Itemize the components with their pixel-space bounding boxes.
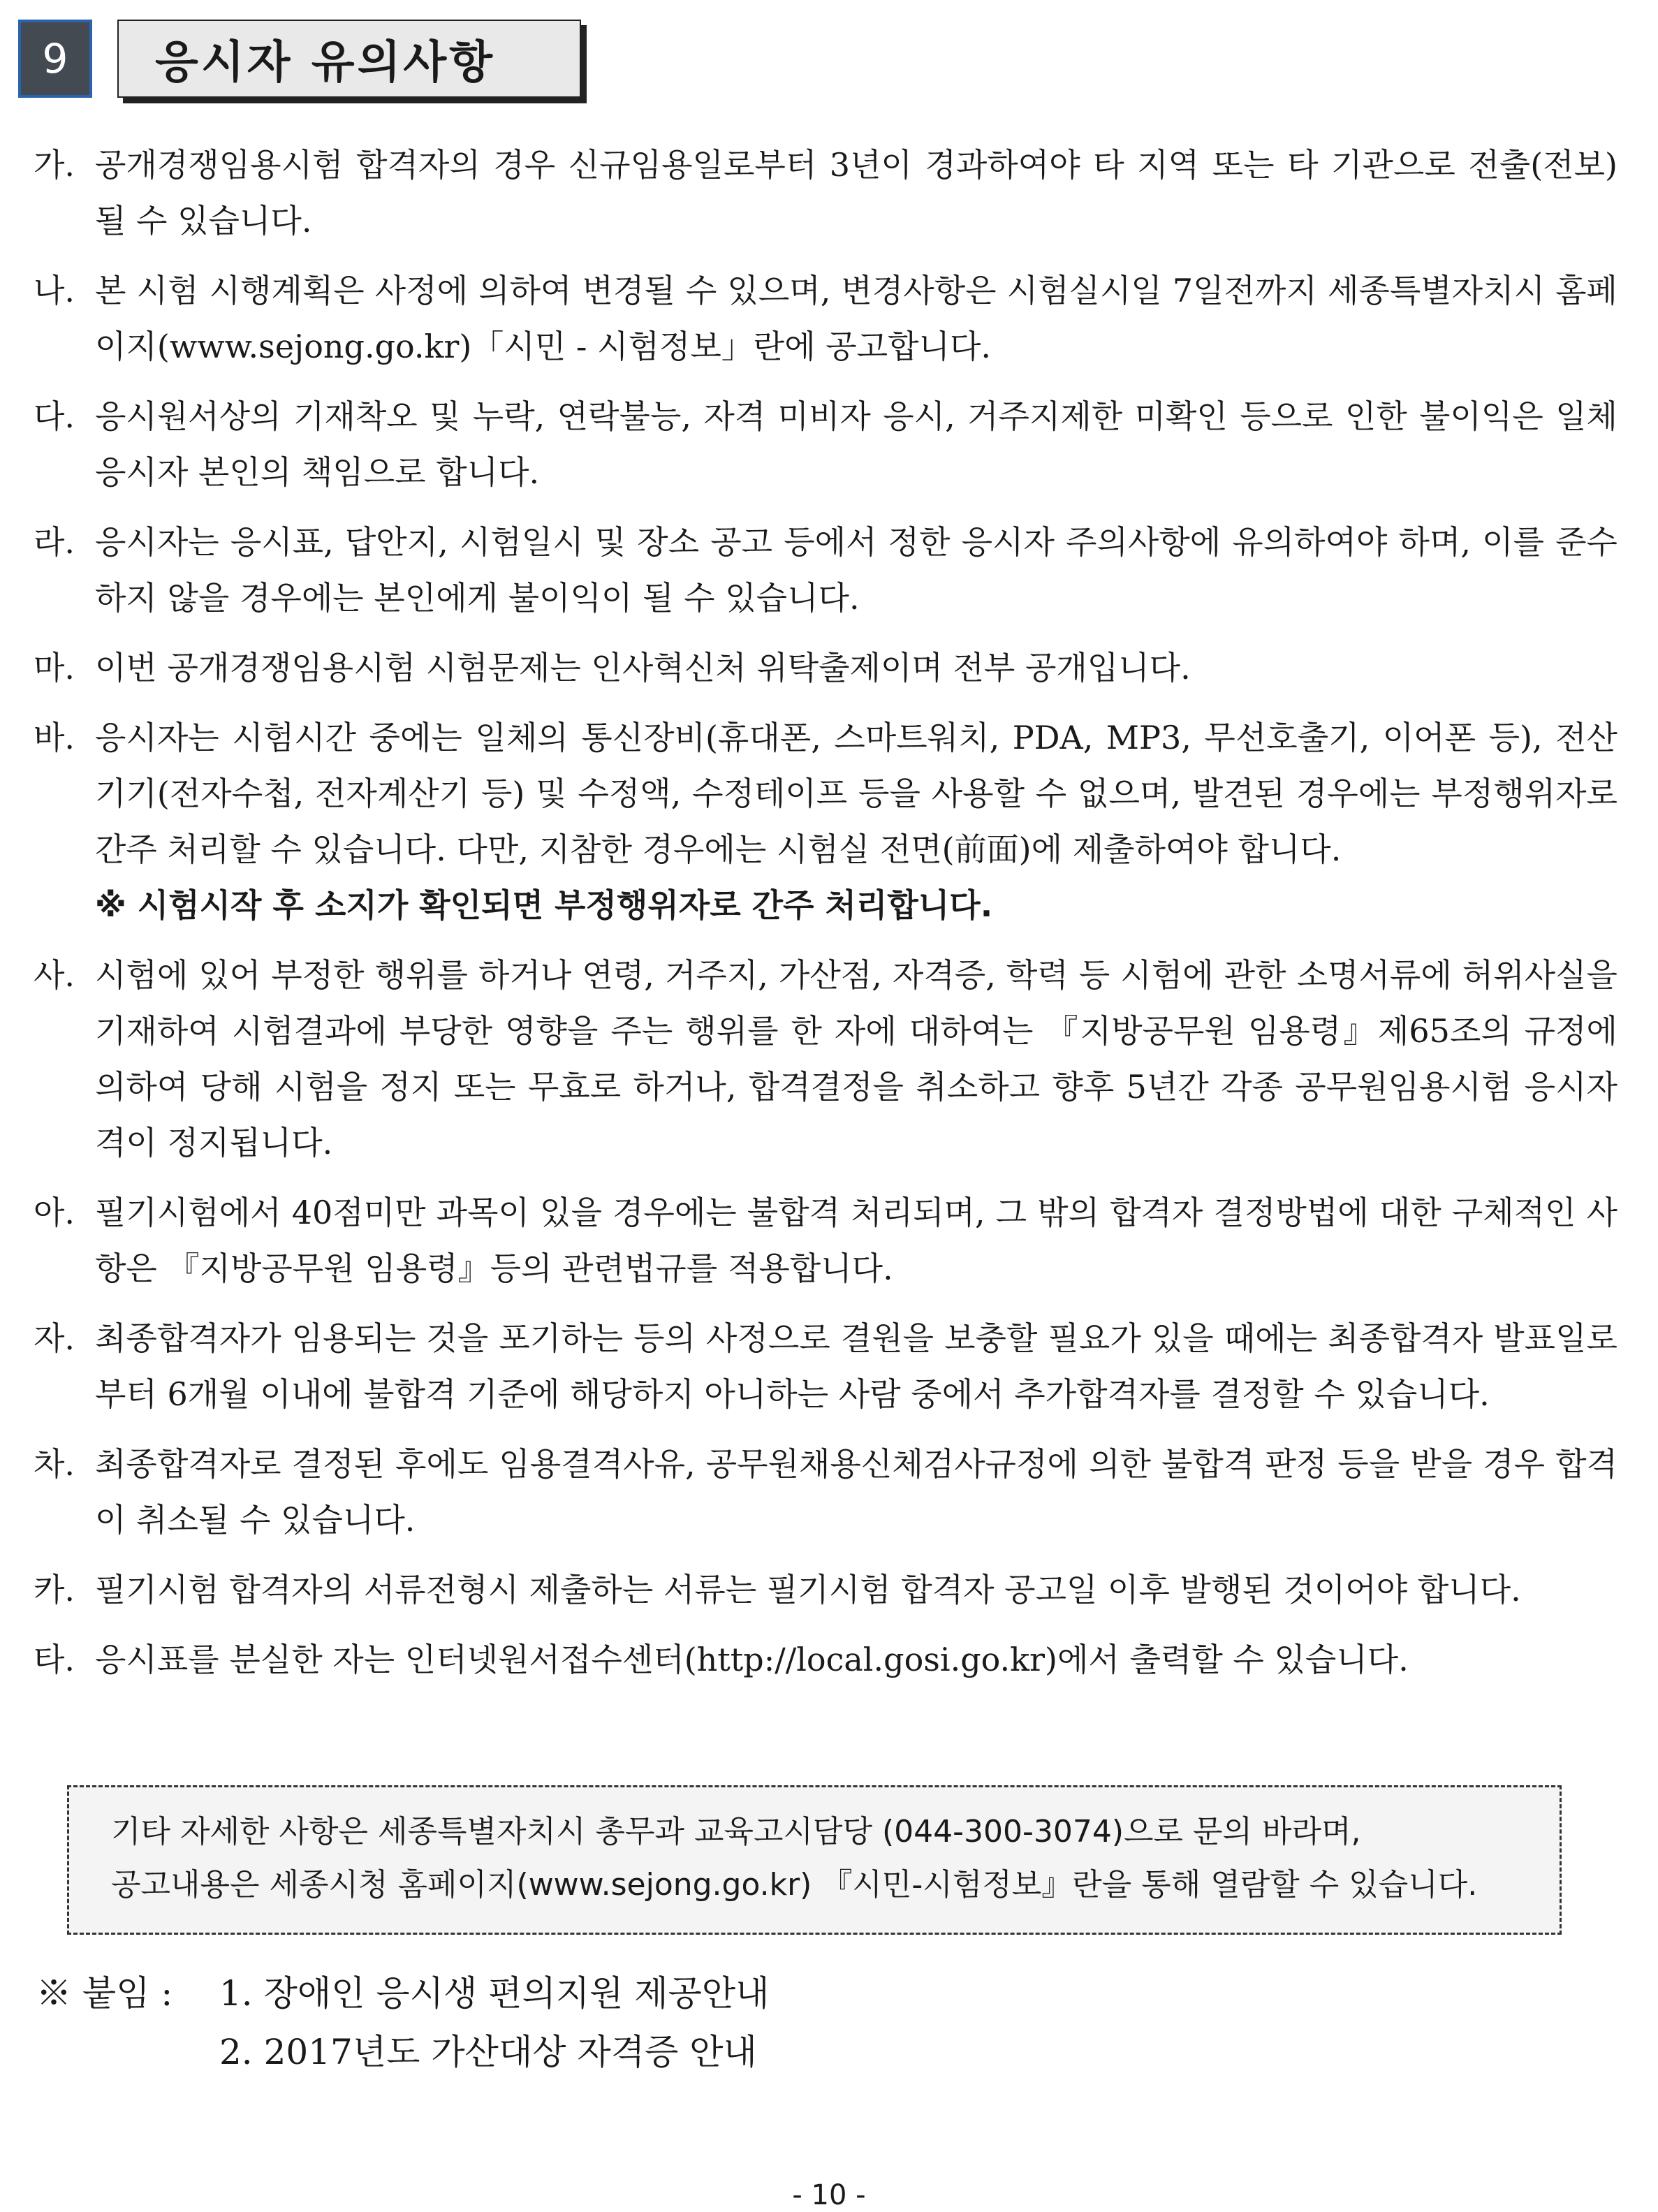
attachment-row <box>36 1964 769 2023</box>
item-text: 최종합격자로 결정된 후에도 임용결격사유, 공무원채용신체검사규정에 의한 불합격 판정 등을 받을 경우 합격이 취소될 수 있습니다. <box>95 1445 1617 1539</box>
item-text: 최종합격자가 임용되는 것을 포기하는 등의 사정으로 결원을 보충할 필요가 있을 때에는 최종합격자 발표일로부터 6개월 이내에 불합격 기준에 해당하지 아니하는 사람 중에서 추가합격자를 결정할 수 있습니다. <box>95 1319 1617 1413</box>
list-item <box>34 137 1617 249</box>
list-item <box>34 1436 1617 1548</box>
section-title: 응시자 유의사항 <box>117 20 581 98</box>
item-marker: 다. <box>34 397 75 435</box>
item-marker: 마. <box>34 649 75 687</box>
item-marker: 바. <box>34 719 75 756</box>
item-text: 응시표를 분실한 자는 인터넷원서접수센터(http://local.gosi.go.kr)에서 출력할 수 있습니다. <box>95 1641 1409 1678</box>
attachment-item: 2. 2017년도 가산대상 자격증 안내 <box>219 2032 757 2072</box>
item-text: 필기시험 합격자의 서류전형시 제출하는 서류는 필기시험 합격자 공고일 이후 발행된 것이어야 합니다. <box>95 1571 1521 1609</box>
item-marker: 타. <box>34 1641 75 1678</box>
attachment-item: 1. 장애인 응시생 편의지원 제공안내 <box>219 1973 770 2014</box>
list-item <box>34 263 1617 374</box>
notice-list <box>34 137 1617 1701</box>
item-marker: 라. <box>34 523 75 561</box>
item-marker: 차. <box>34 1445 75 1483</box>
attachment-row <box>36 2023 769 2081</box>
item-text: 공개경쟁임용시험 합격자의 경우 신규임용일로부터 3년이 경과하여야 타 지역 또는 타 기관으로 전출(전보)될 수 있습니다. <box>95 146 1617 240</box>
warning-text: ※ 시험시작 후 소지가 확인되면 부정행위자로 간주 처리합니다. <box>95 886 993 924</box>
list-item <box>34 710 1617 933</box>
item-marker: 아. <box>34 1194 75 1231</box>
item-text: 응시자는 시험시간 중에는 일체의 통신장비(휴대폰, 스마트워치, PDA, MP3, 무선호출기, 이어폰 등), 전산기기(전자수첩, 전자계산기 등) 및 수정액, 수정테이프 등을 사용할 수 없으며, 발견된 경우에는 부정행위자로 간주 처리할 수 있습니다. 다만, 지참한 경우에는 시험실 전면(前面)에 제출하여야 합니다. <box>95 719 1617 868</box>
item-text: 이번 공개경쟁임용시험 시험문제는 인사혁신처 위탁출제이며 전부 공개입니다. <box>95 649 1191 687</box>
notice-line: 기타 자세한 사항은 세종특별자치시 총무과 교육고시담당 (044-300-3074)으로 문의 바라며, <box>111 1814 1361 1850</box>
item-marker: 나. <box>34 272 75 309</box>
item-text: 본 시험 시행계획은 사정에 의하여 변경될 수 있으며, 변경사항은 시험실시일 7일전까지 세종특별자치시 홈페이지(www.sejong.go.kr)「시민 - 시험정보」란에 공고합니다. <box>95 272 1617 365</box>
list-item <box>34 1632 1617 1687</box>
item-text: 필기시험에서 40점미만 과목이 있을 경우에는 불합격 처리되며, 그 밖의 합격자 결정방법에 대한 구체적인 사항은 『지방공무원 임용령』등의 관련법규를 적용합니다. <box>95 1194 1617 1287</box>
item-text: 시험에 있어 부정한 행위를 하거나 연령, 거주지, 가산점, 자격증, 학력 등 시험에 관한 소명서류에 허위사실을 기재하여 시험결과에 부당한 영향을 주는 행위를 한 자에 대하여는 『지방공무원 임용령』제65조의 규정에 의하여 당해 시험을 정지 또는 무효로 하거나, 합격결정을 취소하고 향후 5년간 각종 공무원임용시험 응시자격이 정지됩니다. <box>95 956 1617 1162</box>
notice-line: 공고내용은 세종시청 홈페이지(www.sejong.go.kr) 『시민-시험정보』란을 통해 열람할 수 있습니다. <box>111 1867 1478 1903</box>
attachments <box>36 1964 769 2081</box>
contact-notice-box <box>67 1785 1562 1935</box>
list-item <box>34 1562 1617 1618</box>
item-text: 응시자는 응시표, 답안지, 시험일시 및 장소 공고 등에서 정한 응시자 주의사항에 유의하여야 하며, 이를 준수하지 않을 경우에는 본인에게 불이익이 될 수 있습니다. <box>95 523 1617 617</box>
item-marker: 사. <box>34 956 75 994</box>
item-marker: 카. <box>34 1571 75 1609</box>
page-number: - 10 - <box>792 2179 866 2211</box>
item-marker: 가. <box>34 146 75 184</box>
list-item <box>34 1310 1617 1422</box>
section-header <box>18 20 577 103</box>
item-text: 응시원서상의 기재착오 및 누락, 연락불능, 자격 미비자 응시, 거주지제한 미확인 등으로 인한 불이익은 일체 응시자 본인의 책임으로 합니다. <box>95 397 1617 491</box>
list-item <box>34 640 1617 696</box>
list-item <box>34 947 1617 1171</box>
list-item <box>34 1185 1617 1296</box>
list-item <box>34 388 1617 500</box>
item-marker: 자. <box>34 1319 75 1357</box>
attachment-lead: ※ 붙임 : <box>36 1973 173 2014</box>
section-number: 9 <box>18 20 92 98</box>
list-item <box>34 514 1617 626</box>
